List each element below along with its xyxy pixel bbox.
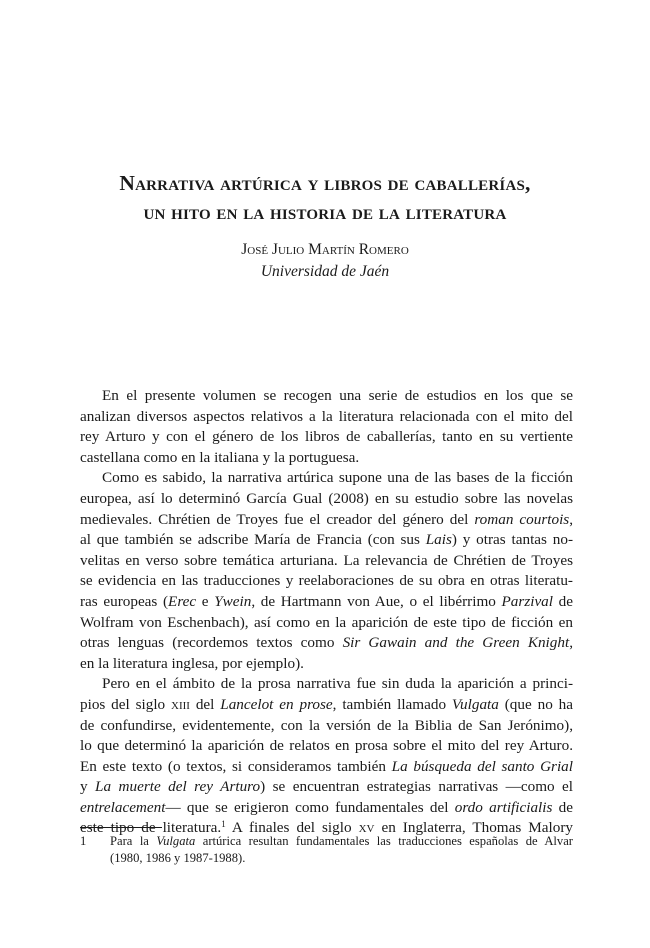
text-run: de confundirse, evidentemente, con la versión de la Biblia de San Jerónimo), xyxy=(80,716,573,734)
italic-title: Lais xyxy=(425,531,452,549)
text-run: medievales. Chrétien de Troyes fue el creador del género del xyxy=(80,510,475,528)
text-run: ) y otras tantas no- xyxy=(451,531,573,549)
italic-title: Vulgata xyxy=(156,834,196,848)
paragraph-line xyxy=(80,654,573,675)
text-run: del xyxy=(189,695,221,713)
paragraph-line xyxy=(80,777,573,798)
paragraph-line xyxy=(80,695,573,716)
footnote-1 xyxy=(80,833,573,867)
text-run: de xyxy=(553,592,573,610)
italic-title: Vulgata xyxy=(451,695,499,713)
text-run: (que no ha xyxy=(498,695,573,713)
text-run: , de Hartmann von Aue, o el libérrimo xyxy=(251,592,502,610)
paragraph-line xyxy=(80,757,573,778)
italic-title: roman courtois xyxy=(474,510,570,528)
text-run: y xyxy=(80,778,96,796)
roman-numeral: xiii xyxy=(171,695,190,713)
italic-title: La búsqueda del santo Grial xyxy=(391,757,573,775)
text-run: pios del siglo xyxy=(80,695,172,713)
paragraph-line xyxy=(80,551,573,572)
paragraph-line xyxy=(80,798,573,819)
text-run: ) se encuentran estrategias narrativas —como el xyxy=(260,778,574,796)
text-run: En este texto (o textos, si consideramos también xyxy=(80,757,392,775)
paragraph-line xyxy=(80,489,573,510)
footnote-line xyxy=(110,850,573,867)
italic-title: Erec xyxy=(168,592,197,610)
text-run: Pero en el ámbito de la prosa narrativa fue sin duda la aparición a princi- xyxy=(102,675,573,693)
paragraph-1 xyxy=(80,386,573,468)
text-run: (1980, 1986 y 1987-1988). xyxy=(110,851,246,865)
text-run: , también llamado xyxy=(332,695,452,713)
text-run: , xyxy=(569,634,573,652)
text-run: velitas en verso sobre temática arturiana. La relevancia de Chrétien de Troyes xyxy=(80,551,573,569)
text-run: — que se erigieron como fundamentales del xyxy=(165,798,455,816)
chapter-title-line-1: Narrativa artúrica y libros de caballerías, xyxy=(119,171,531,195)
text-run: al que también se adscribe María de Francia (con sus xyxy=(80,531,426,549)
italic-title: Ywein xyxy=(214,592,252,610)
paragraph-3 xyxy=(80,674,573,839)
italic-title: Sir Gawain and the Green Knight xyxy=(342,634,570,652)
roman-numeral: xv xyxy=(358,819,375,837)
paragraph-line xyxy=(80,510,573,531)
text-run: lo que determinó la aparición de relatos en prosa sobre el mito del rey Arturo. xyxy=(80,737,573,755)
paragraph-line xyxy=(80,592,573,613)
paragraph-line xyxy=(80,468,573,489)
paragraph-line xyxy=(80,674,573,695)
footnote-reference[interactable]: 1 xyxy=(221,819,226,830)
text-run: ras europeas ( xyxy=(80,592,169,610)
paragraph-line xyxy=(80,633,573,654)
italic-title: Parzival xyxy=(501,592,553,610)
text-run: e xyxy=(196,592,215,610)
italic-term: ordo artificialis xyxy=(454,798,553,816)
text-run: artúrica resultan fundamentales las traducciones españolas de Alvar xyxy=(195,834,573,848)
author-name: José Julio Martín Romero xyxy=(241,241,409,258)
paragraph-line: En el presente volumen se recogen una serie de estudios en los que se xyxy=(102,387,573,404)
text-run: Como es sabido, la narrativa artúrica supone una de las bases de la ficción xyxy=(102,469,573,487)
paragraph-line xyxy=(80,613,573,634)
chapter-title-line-2: un hito en la historia de la literatura xyxy=(143,200,507,224)
paragraph-line xyxy=(80,571,573,592)
paragraph-line xyxy=(80,530,573,551)
paragraph-line: castellana como en la italiana y la portuguesa. xyxy=(80,448,360,466)
paragraph-line: analizan diversos aspectos relativos a la literatura relacionada con el mito del xyxy=(80,407,573,425)
paragraph-line: rey Arturo y con el género de los libros de caballerías, tanto en su vertiente xyxy=(80,428,573,446)
italic-term: entrelacement xyxy=(80,798,166,816)
body-text xyxy=(80,386,573,839)
text-run: se evidencia en las traducciones y reelaboraciones de su obra en otras literatu- xyxy=(80,572,573,590)
italic-title: La muerte del rey Arturo xyxy=(95,778,261,796)
footnote-text xyxy=(110,833,573,867)
text-run: en Inglaterra, Thomas Malory xyxy=(374,819,573,837)
footnote-number: 1 xyxy=(80,834,87,848)
text-run: europea, así lo determinó García Gual (2008) en su estudio sobre las novelas xyxy=(80,489,573,507)
text-run: este tipo de literatura. xyxy=(80,819,222,837)
text-run: Wolfram von Eschenbach), así como en la aparición de este tipo de ficción en xyxy=(80,613,573,631)
footnote-separator xyxy=(80,827,162,828)
paragraph-line xyxy=(80,736,573,757)
text-run: Para la xyxy=(110,834,157,848)
paragraph-2 xyxy=(80,468,573,674)
text-run: de xyxy=(552,798,573,816)
author-affiliation: Universidad de Jaén xyxy=(260,263,390,280)
footnote-line xyxy=(110,833,573,850)
text-run: en la literatura inglesa, por ejemplo). xyxy=(80,654,304,672)
text-run: otras lenguas (recordemos textos como xyxy=(80,634,343,652)
paragraph-line xyxy=(80,716,573,737)
italic-title: Lancelot en prose xyxy=(220,695,333,713)
text-run: A finales del siglo xyxy=(225,819,359,837)
text-run: , xyxy=(569,510,573,528)
